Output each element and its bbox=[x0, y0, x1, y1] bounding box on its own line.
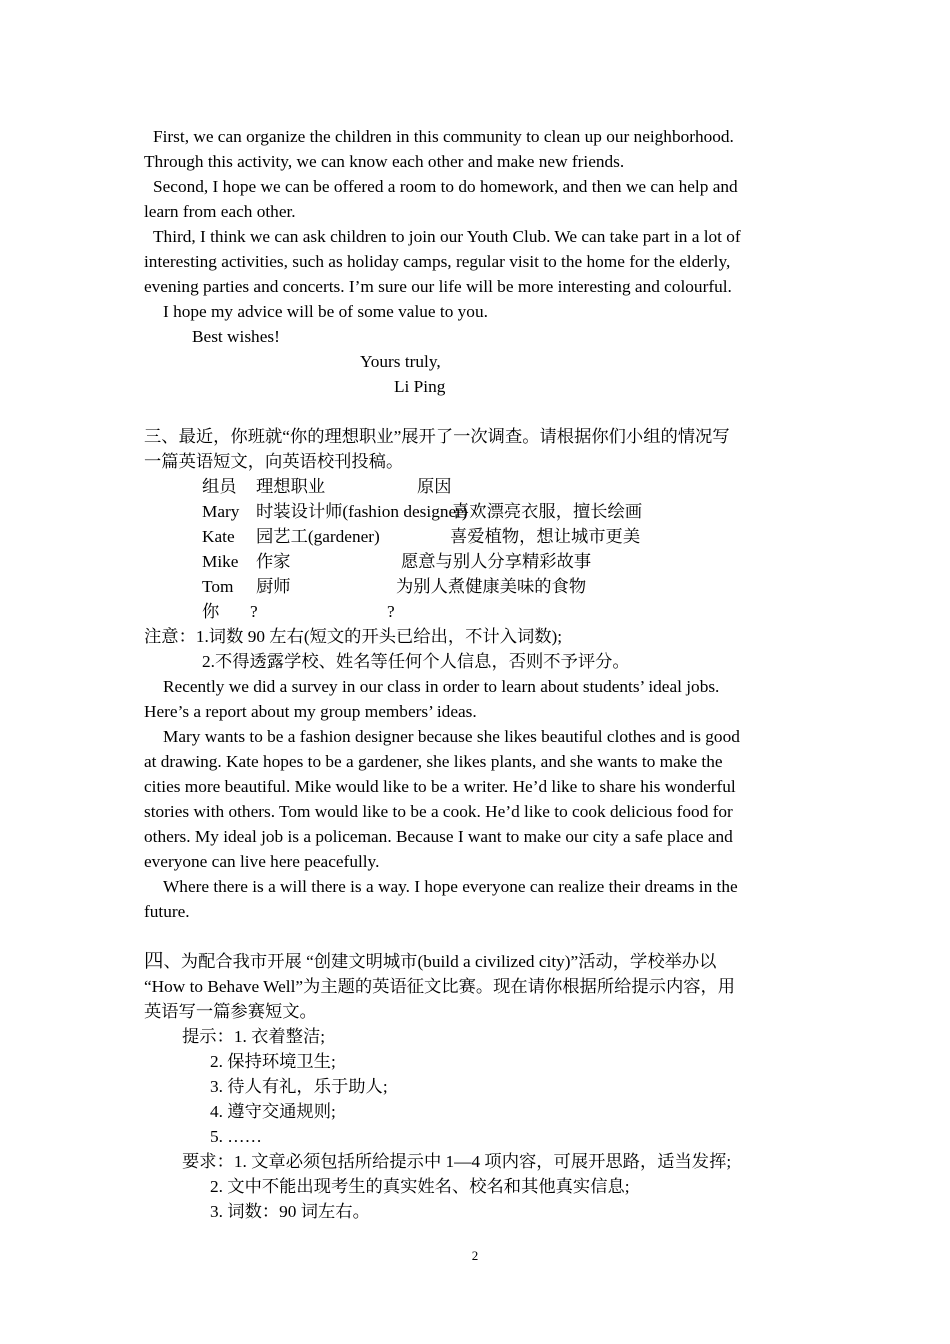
cell-reason: 喜爱植物，想让城市更美 bbox=[450, 527, 641, 546]
hint-item: 3. 待人有礼，乐于助人; bbox=[210, 1077, 388, 1096]
letter-paragraph: Through this activity, we can know each other and make new friends. bbox=[144, 152, 625, 171]
cell-reason: 愿意与别人分享精彩故事 bbox=[401, 552, 592, 571]
cell-job: 作家 bbox=[256, 552, 291, 571]
table-row bbox=[202, 599, 809, 624]
cell-reason: 喜欢漂亮衣服，擅长绘画 bbox=[452, 502, 643, 521]
essay-paragraph: Recently we did a survey in our class in order to learn about students’ ideal jobs. bbox=[163, 677, 720, 696]
cell-reason: ? bbox=[387, 602, 395, 621]
letter-paragraph: interesting activities, such as holiday camps, regular visit to the home for the elderly, bbox=[144, 252, 731, 271]
letter-paragraph: Third, I think we can ask children to join our Youth Club. We can take part in a lot of bbox=[153, 227, 741, 246]
essay-paragraph: Here’s a report about my group members’ ideas. bbox=[144, 702, 477, 721]
spacer bbox=[144, 399, 809, 424]
letter-paragraph: learn from each other. bbox=[144, 202, 296, 221]
table-row bbox=[202, 574, 809, 599]
cell-member: Tom bbox=[202, 577, 234, 596]
hint-item: 2. 保持环境卫生; bbox=[210, 1052, 336, 1071]
letter-paragraph: First, we can organize the children in this community to clean up our neighborhood. bbox=[153, 127, 734, 146]
header-member: 组员 bbox=[202, 477, 237, 496]
essay-paragraph: Mary wants to be a fashion designer because she likes beautiful clothes and is good bbox=[163, 727, 740, 746]
section4-number: 四 bbox=[144, 951, 164, 972]
essay-paragraph: at drawing. Kate hopes to be a gardener, she likes plants, and she wants to make the bbox=[144, 752, 723, 771]
letter-paragraph: Second, I hope we can be offered a room to do homework, and then we can help and bbox=[153, 177, 738, 196]
requirement-item: 3. 词数：90 词左右。 bbox=[210, 1202, 370, 1221]
essay-paragraph: others. My ideal job is a policeman. Because I want to make our city a safe place and bbox=[144, 827, 733, 846]
cell-member: 你 bbox=[202, 602, 220, 621]
essay-paragraph: Where there is a will there is a way. I hope everyone can realize their dreams in the bbox=[163, 877, 738, 896]
section3-prompt: 三、最近，你班就“你的理想职业”展开了一次调查。请根据你们小组的情况写 bbox=[144, 427, 730, 446]
section4-prompt bbox=[144, 949, 809, 974]
table-row bbox=[202, 549, 809, 574]
document-page bbox=[144, 124, 809, 1224]
table-row bbox=[202, 524, 809, 549]
essay-paragraph: future. bbox=[144, 902, 190, 921]
cell-job: 园艺工(gardener) bbox=[256, 527, 380, 546]
cell-reason: 为别人煮健康美味的食物 bbox=[396, 577, 587, 596]
section4-prompt: “How to Behave Well”为主题的英语征文比赛。现在请你根据所给提示内容，用 bbox=[144, 977, 736, 996]
header-reason: 原因 bbox=[417, 477, 452, 496]
hint-item: 4. 遵守交通规则; bbox=[210, 1102, 336, 1121]
essay-paragraph: everyone can live here peacefully. bbox=[144, 852, 380, 871]
hint-item: 提示：1. 衣着整洁; bbox=[182, 1027, 326, 1046]
section4-prompt: 英语写一篇参赛短文。 bbox=[144, 1002, 317, 1021]
section4-prompt-text: 、为配合我市开展 “创建文明城市(build a civilized city)”活动，学校举办以 bbox=[163, 952, 717, 971]
section3-note: 注意：1.词数 90 左右(短文的开头已给出，不计入词数); bbox=[144, 627, 563, 646]
cell-job: ? bbox=[250, 602, 258, 621]
cell-job: 时装设计师(fashion designer) bbox=[256, 502, 468, 521]
cell-member: Mike bbox=[202, 552, 239, 571]
header-job: 理想职业 bbox=[256, 477, 326, 496]
letter-closing: Best wishes! bbox=[192, 327, 280, 346]
hint-item: 5. …… bbox=[210, 1127, 262, 1146]
section3-prompt: 一篇英语短文，向英语校刊投稿。 bbox=[144, 452, 404, 471]
page-number: 2 bbox=[471, 1248, 479, 1263]
spacer bbox=[144, 924, 809, 949]
essay-paragraph: stories with others. Tom would like to be a cook. He’d like to cook delicious food for bbox=[144, 802, 733, 821]
section3-note: 2.不得透露学校、姓名等任何个人信息，否则不予评分。 bbox=[202, 652, 630, 671]
letter-paragraph: evening parties and concerts. I’m sure our life will be more interesting and colourful. bbox=[144, 277, 732, 296]
letter-signature: Li Ping bbox=[394, 377, 446, 396]
cell-job: 厨师 bbox=[256, 577, 291, 596]
requirement-item: 要求：1. 文章必须包括所给提示中 1—4 项内容，可展开思路，适当发挥; bbox=[182, 1152, 732, 1171]
table-row bbox=[202, 499, 809, 524]
cell-member: Mary bbox=[202, 502, 240, 521]
letter-paragraph: I hope my advice will be of some value to you. bbox=[163, 302, 488, 321]
letter-sign-off: Yours truly, bbox=[360, 352, 441, 371]
cell-member: Kate bbox=[202, 527, 235, 546]
requirement-item: 2. 文中不能出现考生的真实姓名、校名和其他真实信息; bbox=[210, 1177, 630, 1196]
survey-table bbox=[144, 474, 809, 624]
table-header bbox=[202, 474, 809, 499]
essay-paragraph: cities more beautiful. Mike would like to be a writer. He’d like to share his wonderful bbox=[144, 777, 736, 796]
